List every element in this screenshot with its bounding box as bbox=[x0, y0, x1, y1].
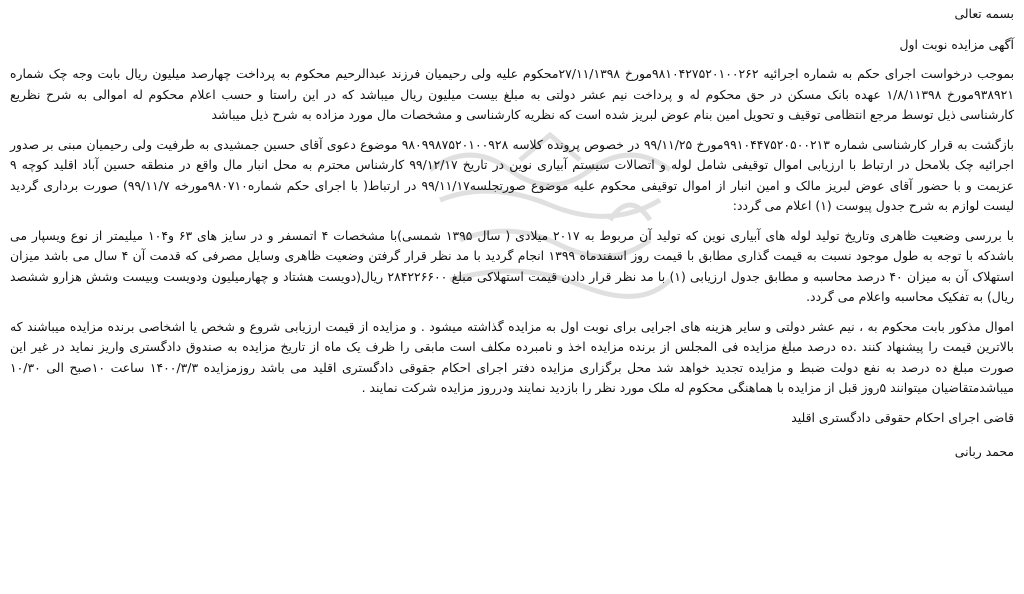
paragraph-valuation: با بررسی وضعیت ظاهری وتاریخ تولید لوله های آبیاری نوین که تولید آن مربوط به ۲۰۱۷ میلادی ( سال ۱۳۹۵ شمسی)با مشخصات ۴ اتمسفر و در سایز های ۶۳ و۱۰۴ میلیمتر از نوع ویسپار می باشدکه با توجه به طول موجود نسبت به قیمت گذاری مطابق با قیمت روز اسفندماه ۱۳۹۹ انجام گردید با مد نظر قرار گرفتن وضعیت ظاهری وسایل مصرفی که قدمت آن ۴ سال می باشد میزان استهلاک آن به میزان ۴۰ درصد محاسبه و مطابق جدول ارزیابی (۱) با مد نظر قرار دادن قیمت استهلاکی مبلغ ۲۸۴۲۲۶۶۰۰ ریال(دویست هشتاد و چهارمیلیون ودویست وبیست وشش هزارو ششصد ریال) به تفکیک محاسبه واعلام می گردد. bbox=[10, 227, 1014, 304]
issuing-office: قاضی اجرای احکام حقوقی دادگستری اقلید bbox=[791, 409, 1014, 425]
document-body bbox=[10, 4, 1014, 463]
signer-name: محمد ربانی bbox=[954, 444, 1014, 459]
announcement-title: آگهی مزایده نوبت اول bbox=[899, 36, 1014, 52]
paragraph-auction-terms: اموال مذکور بابت محکوم به ، نیم عشر دولتی و سایر هزینه های اجرایی برای نوبت اول به مزایده گذاشته میشود . و مزایده از قیمت ارزیابی شروع و شخص یا اشخاصی برنده مزایده میباشند که بالاترین قیمت را پیشنهاد کنند .ده درصد مبلغ مزایده فی المجلس از برنده مزایده اخذ و نامبرده مکلف است مابقی را ظرف یک ماه از تاریخ مزایده به صندوق دادگستری واریز نماید در غیر این صورت مبلغ ده درصد به نفع دولت ضبط و مزایده تجدید خواهد شد محل برگزاری مزایده دفتر اجرای احکام جقوقی دادگستری اقلید می باشد روزمزایده ۱۴۰۰/۳/۳ ساعت ۱۰صبح الی ۱۰/۳۰ میباشدمتقاضیان میتوانند ۵روز قبل از مزایده با هماهنگی محکوم له ملک مورد نظر را بازدید نمایند ودرروز مزایده شرکت نمایند . bbox=[10, 318, 1014, 395]
paragraph-expert-report: بازگشت به قرار کارشناسی شماره ۹۹۱۰۴۴۷۵۲۰۵۰۰۲۱۳مورخ ۹۹/۱۱/۲۵ در خصوص پرونده کلاسه ۹۸۰۹۹۸۷۵۲۰۱۰۰۹۲۸ موضوع دعوی آقای حسین جمشیدی به طرفیت ولی رحیمیان مبنی بر صدور اجرائیه چک بلامحل در ارتباط با ارزیابی اموال توقیفی شامل لوله و اتصالات سیستم آبیاری نوین در تاریخ ۹۹/۱۲/۱۷ کارشناس محترم به محل انبار مال واقع در منطقه حسین آباد اقلید کوچه ۹ عزیمت و با حضور آقای عوض لبریز مالک و امین انبار از اموال توقیفی محکوم علیه موضوع صورتجلسه۹۹/۱۱/۱۷ در ارتباط( با اجرای حکم شماره۹۸۰۷۱۰مورخه ۹۹/۱۱/۷) صورت برداری گردید لیست لوازم به شرح جدول پیوست (۱) اعلام می گردد: bbox=[10, 136, 1015, 213]
basmala-line: بسمه تعالی bbox=[954, 6, 1014, 21]
paragraph-execution-order: بموجب درخواست اجرای حکم به شماره اجرائیه ۹۸۱۰۴۲۷۵۲۰۱۰۰۲۶۲مورخ ۲۷/۱۱/۱۳۹۸محکوم علیه ولی رحیمیان فرزند عبدالرحیم محکوم به پرداخت چهارصد میلیون ریال بابت وجه چک شماره ۹۳۸۹۲۱مورخ ۱/۸/۱۱۳۹۸ عهده بانک مسکن در حق محکوم له و پرداخت نیم عشر دولتی به مبلغ بیست میلیون ریال میباشد که در این راستا و حسب اعلام محکوم له اموالی به شرح نظریع کارشناسی ذیل توسط مرجع انتظامی توقیف و تحویل امین بنام عوض لبریز شده است که نظریه کارشناسی و مشخصات مال مورد مزاده به شرح ذیل میباشد bbox=[10, 66, 1015, 122]
